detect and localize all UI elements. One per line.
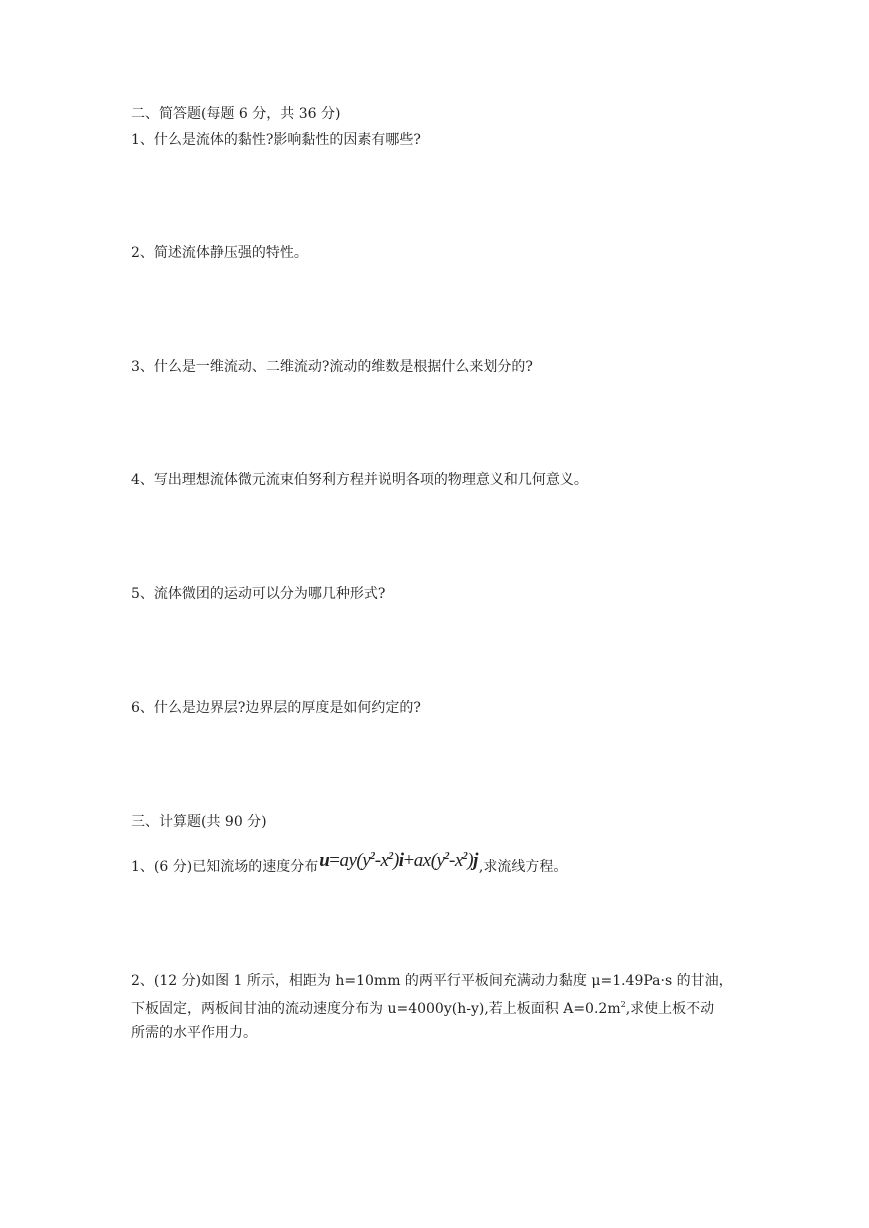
question-3-2: [131, 969, 743, 1045]
question-3-1-suffix: ,求流线方程。: [478, 859, 568, 875]
question-2-2: 2、简述流体静压强的特性。: [131, 245, 308, 261]
question-2-3: 3、什么是一维流动、二维流动?流动的维数是根据什么来划分的?: [131, 359, 533, 375]
question-3-2-line2: 下板固定，两板间甘油的流动速度分布为 u=4000y(h-y),若上板面积 $A=0.2m^2$,求使上板不动: [131, 1000, 715, 1017]
question-2-5: 5、流体微团的运动可以分为哪几种形式?: [131, 586, 386, 602]
velocity-formula: $u=ay(y^2-x^2)i+ax(y^2-x^2)j$: [319, 850, 478, 871]
question-2-4: 4、写出理想流体微元流束伯努利方程并说明各项的物理意义和几何意义。: [131, 472, 588, 488]
section2-heading: 二、简答题(每题 6 分，共 36 分): [131, 106, 341, 122]
question-3-2-line3: 所需的水平作用力。: [131, 1025, 257, 1041]
question-3-1-prefix: 1、(6 分)已知流场的速度分布: [131, 859, 319, 875]
question-3-1: [131, 852, 567, 877]
question-2-6: 6、什么是边界层?边界层的厚度是如何约定的?: [131, 700, 421, 716]
section3-heading: 三、计算题(共 90 分): [131, 814, 267, 830]
question-2-1: 1、什么是流体的黏性?影响黏性的因素有哪些?: [131, 132, 421, 148]
question-3-2-line1: 2、(12 分)如图 1 所示，相距为 h=10mm 的两平行平板间充满动力黏度 μ=1.49Pa·s 的甘油，: [131, 973, 733, 989]
